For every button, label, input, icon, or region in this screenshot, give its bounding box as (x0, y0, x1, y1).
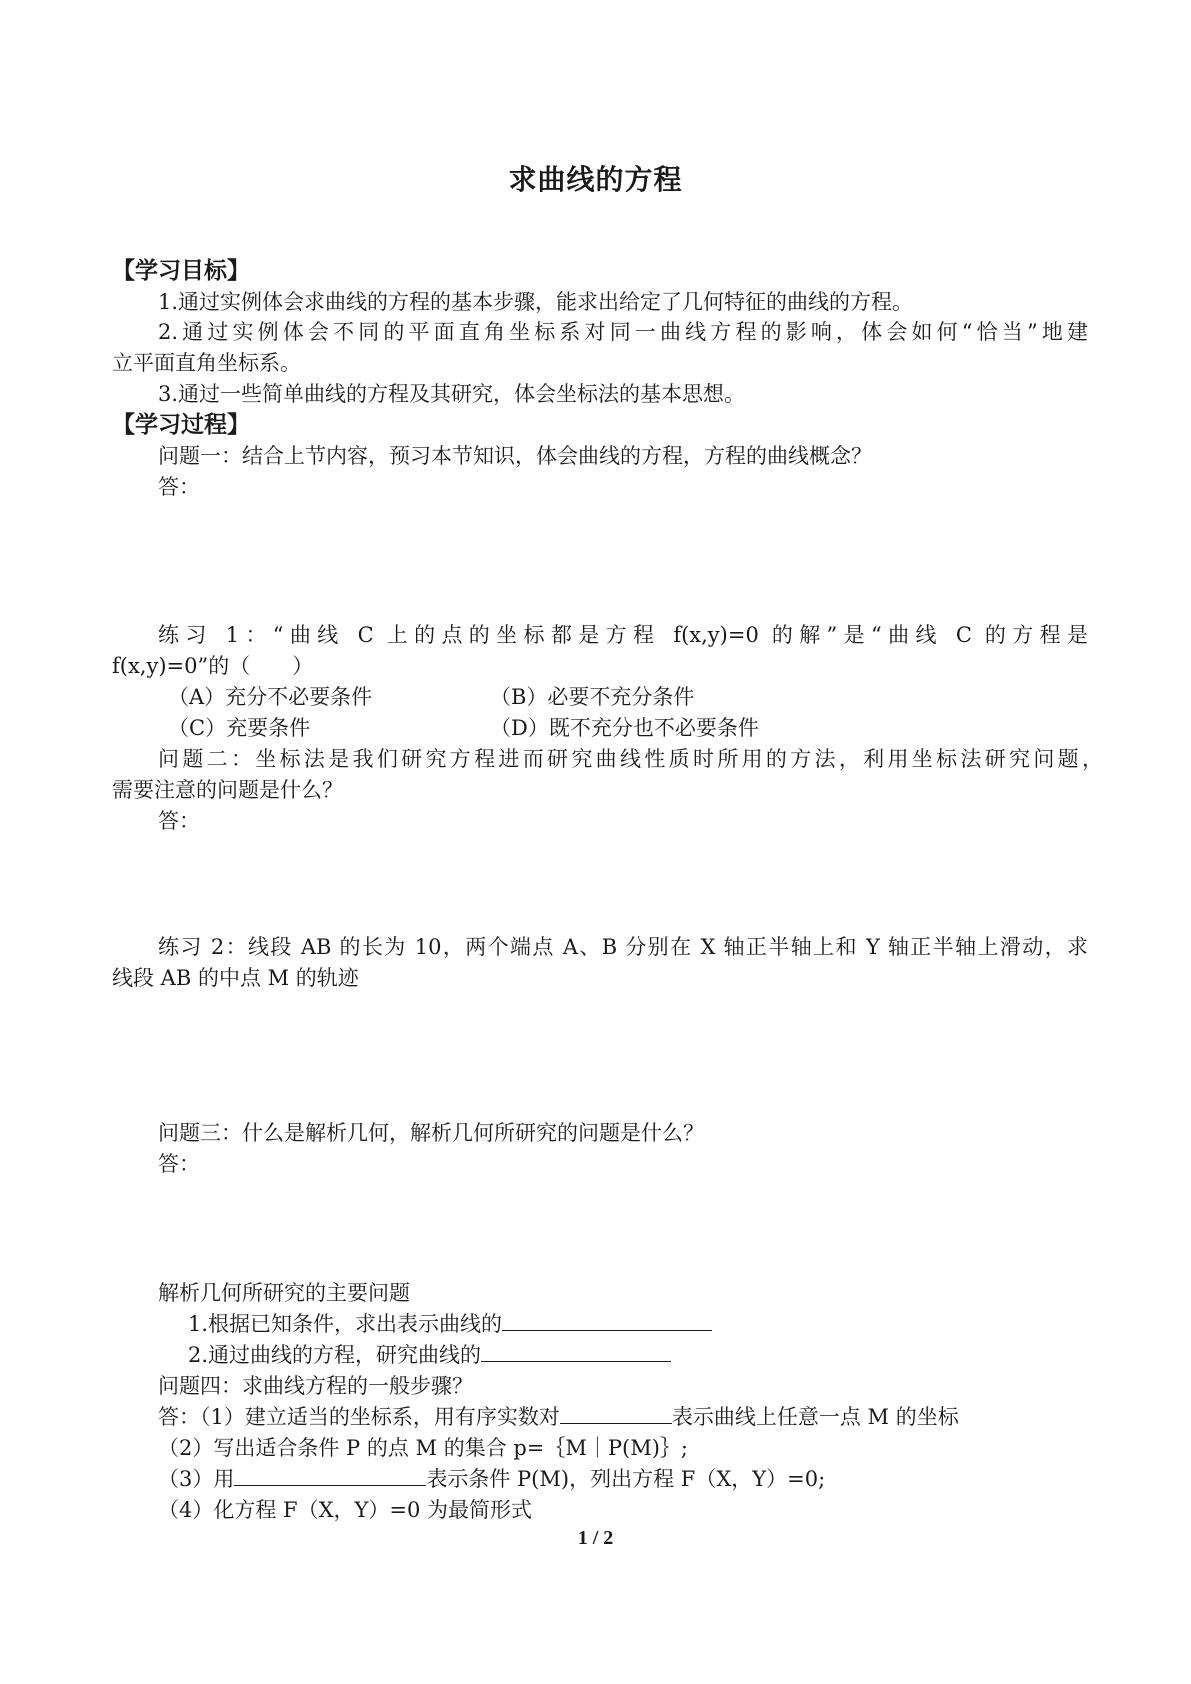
step-2: （2）写出适合条件 P 的点 M 的集合 p=｛M｜P(M)｝; (158, 1436, 689, 1460)
step-3-text-b: 表示条件 P(M)，列出方程 F（X，Y）=0; (426, 1467, 826, 1491)
step-1-text-a: 答：（1）建立适当的坐标系，用有序实数对 (158, 1405, 560, 1429)
exercise-1-line-2: f(x,y)=0”的（ ） (112, 654, 314, 678)
learning-goals-heading: 【学习目标】 (112, 258, 250, 284)
goal-1: 1.通过实例体会求曲线的方程的基本步骤，能求出给定了几何特征的曲线的方程。 (158, 290, 914, 314)
main-problems-title: 解析几何所研究的主要问题 (158, 1281, 410, 1305)
step-1 (158, 1402, 959, 1432)
answer-label-1: 答： (158, 475, 200, 499)
answer-label-2: 答： (158, 809, 200, 833)
main-problem-2 (188, 1340, 671, 1370)
exercise-2-line-2: 线段 AB 的中点 M 的轨迹 (112, 966, 359, 990)
answer-label-3: 答： (158, 1152, 200, 1176)
fill-blank-1[interactable] (502, 1310, 712, 1331)
exercise-1-line-1: 练习 1：“曲线 C 上的点的坐标都是方程 f(x,y)=0 的解”是“曲线 C 的方程是 (158, 623, 1088, 647)
page-number: 1 / 2 (577, 1527, 614, 1549)
question-2-line-1: 问题二：坐标法是我们研究方程进而研究曲线性质时所用的方法，利用坐标法研究问题， (158, 747, 1103, 771)
question-1: 问题一：结合上节内容，预习本节知识，体会曲线的方程，方程的曲线概念？ (158, 444, 872, 468)
question-4: 问题四：求曲线方程的一般步骤？ (158, 1374, 473, 1398)
option-a: （A）充分不必要条件 (168, 685, 373, 709)
main-problem-2-text: 2.通过曲线的方程，研究曲线的 (188, 1343, 482, 1367)
step-3-text-a: （3）用 (158, 1467, 235, 1491)
option-d: （D）既不充分也不必要条件 (490, 716, 759, 740)
fill-blank-3[interactable] (560, 1403, 672, 1424)
main-problem-1-text: 1.根据已知条件，求出表示曲线的 (188, 1312, 503, 1336)
option-b: （B）必要不充分条件 (490, 685, 695, 709)
main-problem-1 (188, 1309, 712, 1339)
goal-2-line-1: 2.通过实例体会不同的平面直角坐标系对同一曲线方程的影响，体会如何“恰当”地建 (158, 320, 1088, 344)
fill-blank-2[interactable] (481, 1341, 671, 1362)
goal-3: 3.通过一些简单曲线的方程及其研究，体会坐标法的基本思想。 (158, 382, 746, 406)
step-1-text-b: 表示曲线上任意一点 M 的坐标 (671, 1405, 959, 1429)
question-2-line-2: 需要注意的问题是什么？ (112, 778, 343, 802)
question-3: 问题三：什么是解析几何，解析几何所研究的问题是什么？ (158, 1121, 704, 1145)
step-3 (158, 1464, 825, 1494)
exercise-2-line-1: 练习 2：线段 AB 的长为 10，两个端点 A、B 分别在 X 轴正半轴上和 Y 轴正半轴上滑动，求 (158, 935, 1088, 959)
goal-2-line-2: 立平面直角坐标系。 (112, 351, 301, 375)
learning-process-heading: 【学习过程】 (112, 412, 250, 438)
option-c: （C）充要条件 (168, 716, 311, 740)
fill-blank-4[interactable] (234, 1465, 426, 1486)
document-title: 求曲线的方程 (508, 163, 683, 196)
step-4: （4）化方程 F（X，Y）=0 为最简形式 (158, 1498, 533, 1522)
